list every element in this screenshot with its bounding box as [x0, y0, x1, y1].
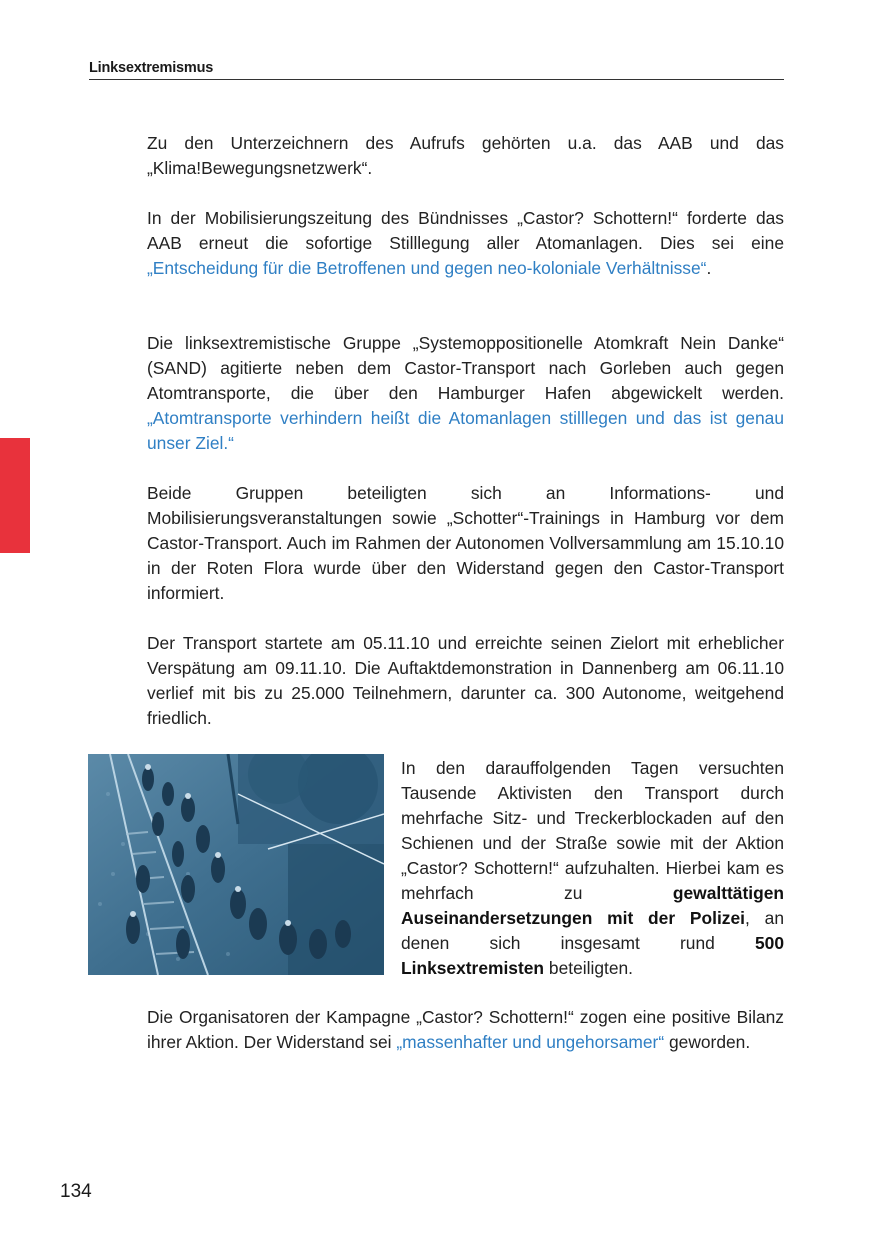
paragraph-7-text: Die Organisatoren der Kampagne „Castor? Schottern!“ zogen eine positive Bilanz ihrer Aktion. Der Widerstand sei: [147, 1007, 784, 1052]
paragraph-2-quote: „Entscheidung für die Betroffenen und gegen neo-koloniale Verhältnisse“: [147, 258, 707, 278]
chapter-color-tab: [0, 438, 30, 553]
page-number: 134: [60, 1181, 92, 1202]
paragraph-3: [147, 331, 784, 456]
paragraph-6-text-mid: , an denen sich insgesamt rund: [401, 908, 785, 953]
paragraph-6-bold-count: 500 Linksextremisten: [401, 933, 784, 978]
paragraph-6: [401, 756, 784, 981]
paragraph-4-text: Beide Gruppen beteiligten sich an Informations- und Mobilisierungsveranstaltungen sowie „Schotter“-Trainings in Hamburg vor dem Castor-Transport. Auch im Rahmen der Autonomen Vollversammlung am 15.10.10 in der Roten Flora wurde über den Widerstand gegen den Castor-Transport informiert.: [147, 483, 784, 603]
paragraph-1-text: Zu den Unterzeichnern des Aufrufs gehörten u.a. das AAB und das „Klima!Bewegungsnetzwerk“.: [147, 133, 784, 178]
paragraph-6-bold-violence: gewalttätigen Auseinandersetzungen mit der Polizei: [401, 883, 784, 928]
paragraph-7-text-end: geworden.: [664, 1032, 751, 1052]
paragraph-2-text: In der Mobilisierungszeitung des Bündnisses „Castor? Schottern!“ forderte das AAB erneut die sofortige Stilllegung aller Atomanlagen. Dies sei eine: [147, 208, 784, 253]
paragraph-4: [147, 481, 784, 606]
paragraph-6-text-end: beteiligten.: [544, 958, 634, 978]
paragraph-5: [147, 631, 784, 731]
paragraph-6-text: In den darauffolgenden Tagen versuchten Tausende Aktivisten den Transport durch mehrfache Sitz- und Treckerblockaden auf den Schienen und der Straße sowie mit der Aktion „Castor? Schottern!“ aufzuhalten. Hierbei kam es mehrfach zu: [401, 758, 784, 903]
paragraph-2-text-end: .: [706, 258, 712, 278]
paragraph-2: [147, 206, 784, 281]
paragraph-3-quote: „Atomtransporte verhindern heißt die Atomanlagen stilllegen und das ist genau unser Ziel.“: [147, 408, 784, 453]
paragraph-1: [147, 131, 784, 181]
paragraph-7: [147, 1005, 784, 1055]
paragraph-3-text: Die linksextremistische Gruppe „Systemoppositionelle Atomkraft Nein Danke“ (SAND) agitierte neben dem Castor-Transport nach Gorleben auch gegen Atomtransporte, die über den Hamburger Hafen abgewickelt werden.: [147, 333, 784, 403]
paragraph-5-text: Der Transport startete am 05.11.10 und erreichte seinen Zielort mit erheblicher Verspätung am 09.11.10. Die Auftaktdemonstration in Dannenberg am 06.11.10 verlief mit bis zu 25.000 Teilnehmern, darunter ca. 300 Autonome, weitgehend friedlich.: [147, 633, 784, 728]
paragraph-7-quote: „massenhafter und ungehorsamer“: [396, 1032, 665, 1052]
railway-protest-photo: [88, 754, 384, 975]
running-head-title: Linksextremismus: [89, 60, 784, 80]
